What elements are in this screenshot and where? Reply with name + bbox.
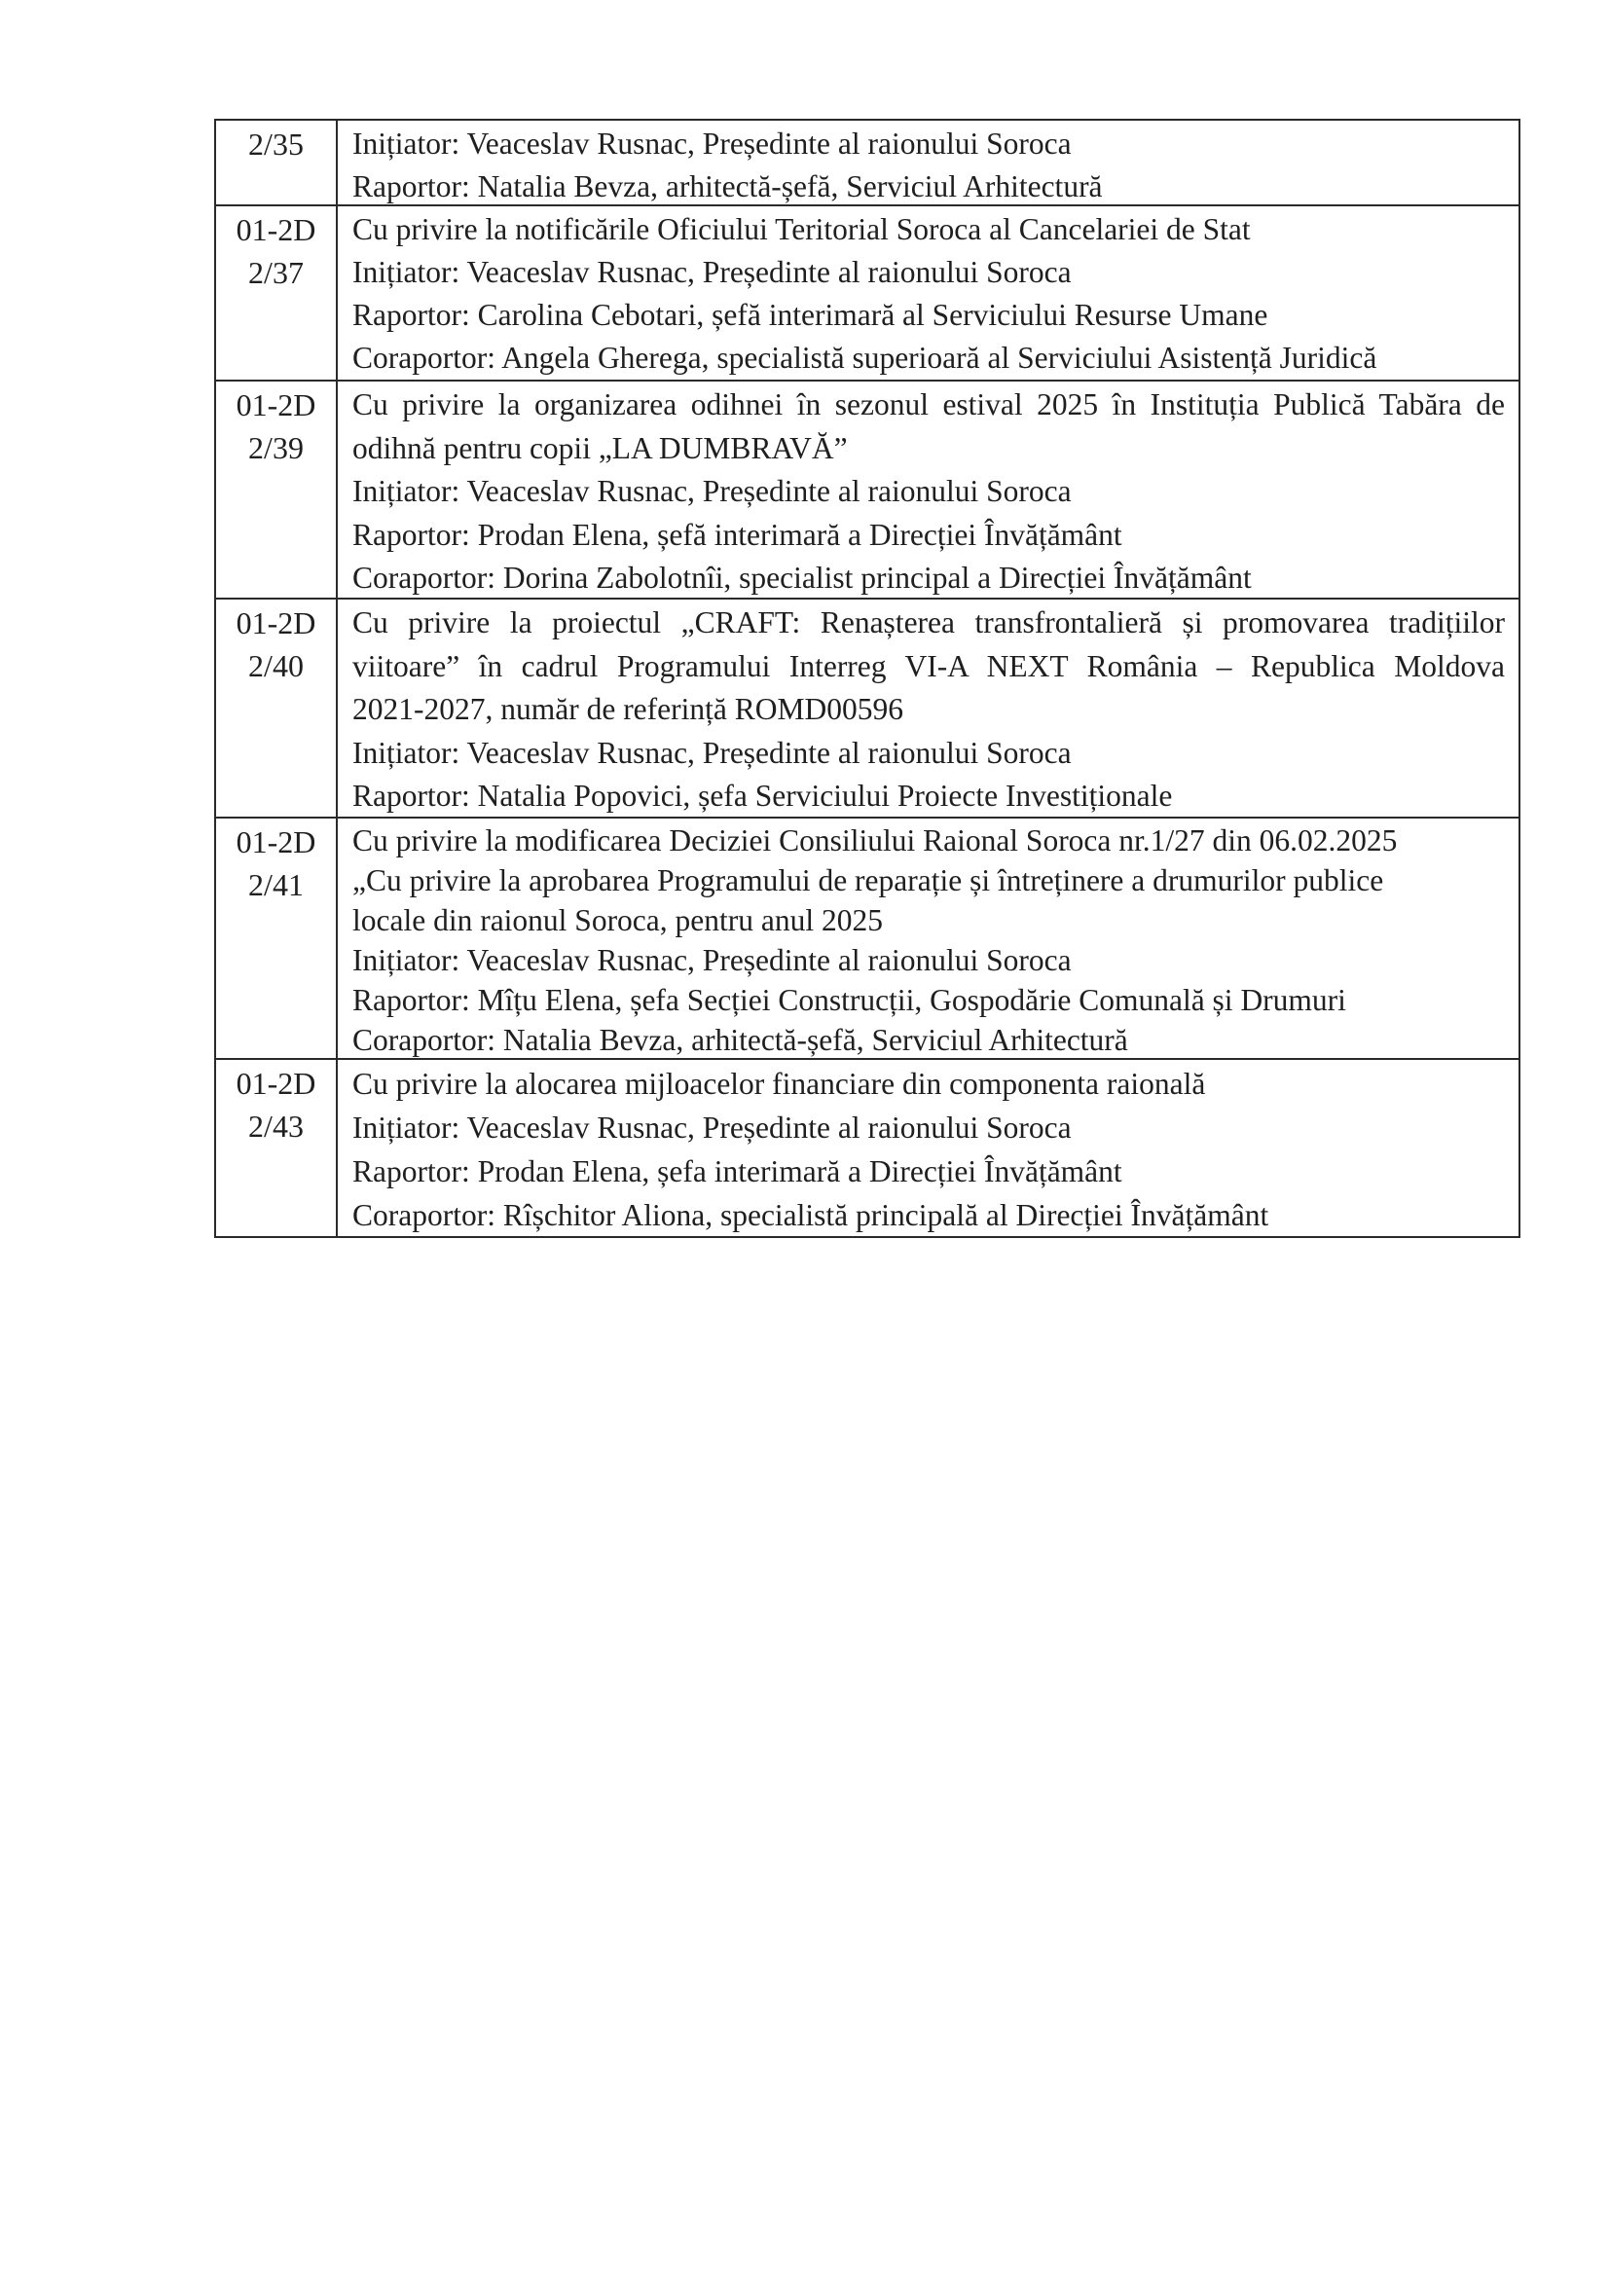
item-code-cell bbox=[216, 819, 338, 1058]
subject-line: Cu privire la proiectul „CRAFT: Renașterea transfrontalieră și promovarea tradițiilor bbox=[352, 605, 1505, 639]
subject-line: 2021-2027, număr de referință ROMD00596 bbox=[352, 692, 904, 726]
item-code-cell bbox=[216, 1060, 338, 1236]
initiator-line: Inițiator: Veaceslav Rusnac, Președinte al raionului Soroca bbox=[352, 1111, 1072, 1145]
item-number: 2/35 bbox=[248, 127, 304, 162]
item-description-cell bbox=[338, 206, 1519, 380]
co-rapporteur-line: Coraportor: Rîșchitor Aliona, specialistă principală al Direcției Învățământ bbox=[352, 1198, 1269, 1232]
item-code-cell bbox=[216, 206, 338, 380]
item-description-cell bbox=[338, 819, 1519, 1058]
initiator-line: Inițiator: Veaceslav Rusnac, Președinte al raionului Soroca bbox=[352, 127, 1072, 161]
item-code: 01-2D bbox=[236, 387, 316, 422]
initiator-line: Inițiator: Veaceslav Rusnac, Președinte al raionului Soroca bbox=[352, 943, 1072, 977]
item-description-cell bbox=[338, 382, 1519, 598]
rapporteur-line: Raportor: Prodan Elena, șefa interimară a Direcției Învățământ bbox=[352, 1154, 1122, 1188]
co-rapporteur-line: Coraportor: Angela Gherega, specialistă superioară al Serviciului Asistență Juridică bbox=[352, 341, 1377, 375]
item-number: 2/39 bbox=[248, 430, 304, 465]
table-row bbox=[216, 598, 1519, 817]
subject-line: Cu privire la notificările Oficiului Teritorial Soroca al Cancelariei de Stat bbox=[352, 212, 1251, 246]
initiator-line: Inițiator: Veaceslav Rusnac, Președinte al raionului Soroca bbox=[352, 255, 1072, 289]
subject-line: Cu privire la alocarea mijloacelor financiare din componenta raională bbox=[352, 1067, 1206, 1101]
agenda-table bbox=[214, 119, 1520, 1238]
initiator-line: Inițiator: Veaceslav Rusnac, Președinte al raionului Soroca bbox=[352, 735, 1072, 770]
table-row bbox=[216, 817, 1519, 1058]
item-number: 2/40 bbox=[248, 648, 304, 683]
item-number: 2/43 bbox=[248, 1109, 304, 1144]
rapporteur-line: Raportor: Natalia Bevza, arhitectă-șefă, Serviciul Arhitectură bbox=[352, 169, 1103, 203]
co-rapporteur-line: Coraportor: Dorina Zabolotnîi, specialist principal a Direcției Învățământ bbox=[352, 561, 1252, 595]
subject-line: odihnă pentru copii „LA DUMBRAVĂ” bbox=[352, 430, 848, 465]
subject-line: Cu privire la organizarea odihnei în sezonul estival 2025 în Instituția Publică Tabăra de bbox=[352, 387, 1505, 421]
co-rapporteur-line: Coraportor: Natalia Bevza, arhitectă-șefă, Serviciul Arhitectură bbox=[352, 1023, 1128, 1057]
rapporteur-line: Raportor: Mîțu Elena, șefa Secției Construcții, Gospodărie Comunală și Drumuri bbox=[352, 983, 1346, 1017]
subject-line: viitoare” în cadrul Programului Interreg VI-A NEXT România – Republica Moldova bbox=[352, 648, 1505, 683]
rapporteur-line: Raportor: Carolina Cebotari, șefă interimară al Serviciului Resurse Umane bbox=[352, 298, 1268, 332]
table-row bbox=[216, 1058, 1519, 1236]
table-row bbox=[216, 204, 1519, 380]
rapporteur-line: Raportor: Natalia Popovici, șefa Serviciului Proiecte Investiționale bbox=[352, 779, 1173, 813]
subject-line: Cu privire la modificarea Deciziei Consiliului Raional Soroca nr.1/27 din 06.02.2025 bbox=[352, 823, 1398, 857]
item-code: 01-2D bbox=[236, 605, 316, 640]
item-description-cell bbox=[338, 1060, 1519, 1236]
item-number: 2/37 bbox=[248, 255, 304, 290]
rapporteur-line: Raportor: Prodan Elena, șefă interimară a Direcției Învățământ bbox=[352, 517, 1122, 552]
item-code: 01-2D bbox=[236, 824, 316, 859]
item-number: 2/41 bbox=[248, 867, 304, 902]
item-code: 01-2D bbox=[236, 212, 316, 247]
item-code-cell bbox=[216, 382, 338, 598]
table-row bbox=[216, 121, 1519, 204]
subject-line: „Cu privire la aprobarea Programului de reparație și întreținere a drumurilor publice bbox=[352, 863, 1384, 897]
item-code-cell bbox=[216, 121, 338, 204]
item-code-cell bbox=[216, 600, 338, 817]
item-description-cell bbox=[338, 600, 1519, 817]
table-row bbox=[216, 380, 1519, 598]
subject-line: locale din raionul Soroca, pentru anul 2025 bbox=[352, 903, 883, 937]
initiator-line: Inițiator: Veaceslav Rusnac, Președinte al raionului Soroca bbox=[352, 474, 1072, 508]
item-description-cell bbox=[338, 121, 1519, 204]
item-code: 01-2D bbox=[236, 1066, 316, 1101]
